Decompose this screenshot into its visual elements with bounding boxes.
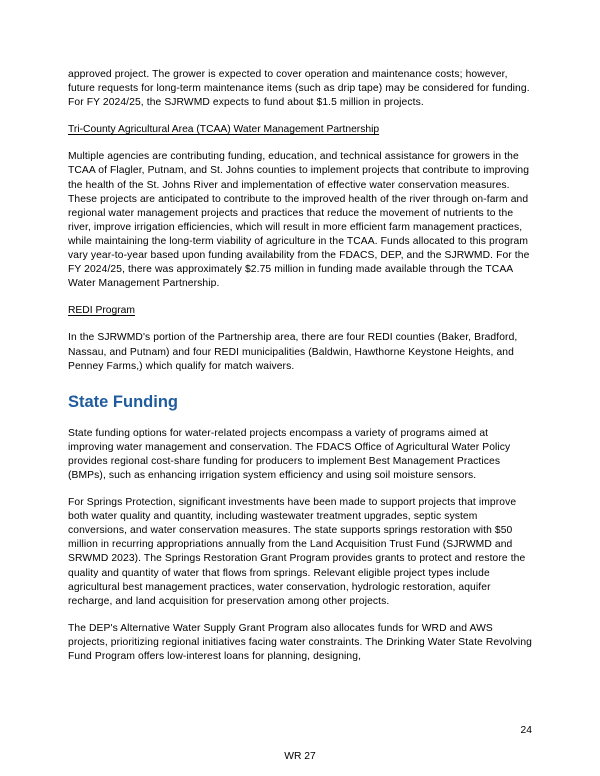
- page-number: 24: [520, 725, 532, 736]
- section-heading-state-funding: State Funding: [68, 392, 178, 411]
- footer-label: WR 27: [284, 751, 316, 762]
- paragraph-springs-protection: For Springs Protection, significant investments have been made to support projects that improve both water quality and quantity, including wastewater treatment upgrades, septic system conversions, and water conservation measures. The state supports springs restoration with $50 million in recurring appropriations annually from the Land Acquisition Trust Fund (SJRWMD and SRWMD 2023). The Springs Restoration Grant Program provides grants to protect and restore the quality and quantity of water that flows from springs. Relevant eligible project types include agricultural best management practices, water conservation, hydrologic restoration, aquifer recharge, and land acquisition for preservation among other projects.: [68, 497, 526, 607]
- paragraph-redi-description: In the SJRWMD's portion of the Partnership area, there are four REDI counties (Baker, Bradford, Nassau, and Putnam) and four REDI municipalities (Baldwin, Hawthorne Keystone Heights, and Penney Farms,) which qualify for match waivers.: [68, 332, 518, 372]
- subheading-redi-program: REDI Program: [68, 305, 135, 317]
- paragraph-tcaa-description: Multiple agencies are contributing funding, education, and technical assistance for growers in the TCAA of Flagler, Putnam, and St. Johns counties to implement projects that contribute to improving the health of the St. Johns River and implementation of effective water conservation measures. These projects are anticipated to contribute to the improved health of the river through on-farm and regional water management projects and practices that reduce the movement of nutrients to the river, improve irrigation efficiencies, which will result in more efficient farm management practices, while maintaining the long-term viability of agriculture in the TCAA. Funds allocated to this program vary year-to-year based upon funding availability from the FDACS, DEP, and the SJRWMD. For the FY 2024/25, there was approximately $2.75 million in funding made available through the TCAA Water Management Partnership.: [68, 151, 530, 290]
- paragraph-dep-alternative-water-supply: The DEP's Alternative Water Supply Grant Program also allocates funds for WRD and AWS projects, prioritizing regional initiatives facing water constraints. The Drinking Water State Revolving Fund Program offers low-interest loans for planning, designing,: [68, 622, 532, 662]
- paragraph-continuation: approved project. The grower is expected to cover operation and maintenance costs; however, future requests for long-term maintenance items (such as drip tape) may be considered for funding. For FY 2024/25, the SJRWMD expects to fund about $1.5 million in projects.: [68, 69, 530, 109]
- subheading-tcaa-partnership: Tri-County Agricultural Area (TCAA) Water Management Partnership: [68, 124, 380, 136]
- paragraph-state-funding-overview: State funding options for water-related projects encompass a variety of programs aimed at improving water management and conservation. The FDACS Office of Agricultural Water Policy provides regional cost-share funding for producers to implement Best Management Practices (BMPs), such as enhancing irrigation system efficiency and using soil moisture sensors.: [68, 427, 511, 481]
